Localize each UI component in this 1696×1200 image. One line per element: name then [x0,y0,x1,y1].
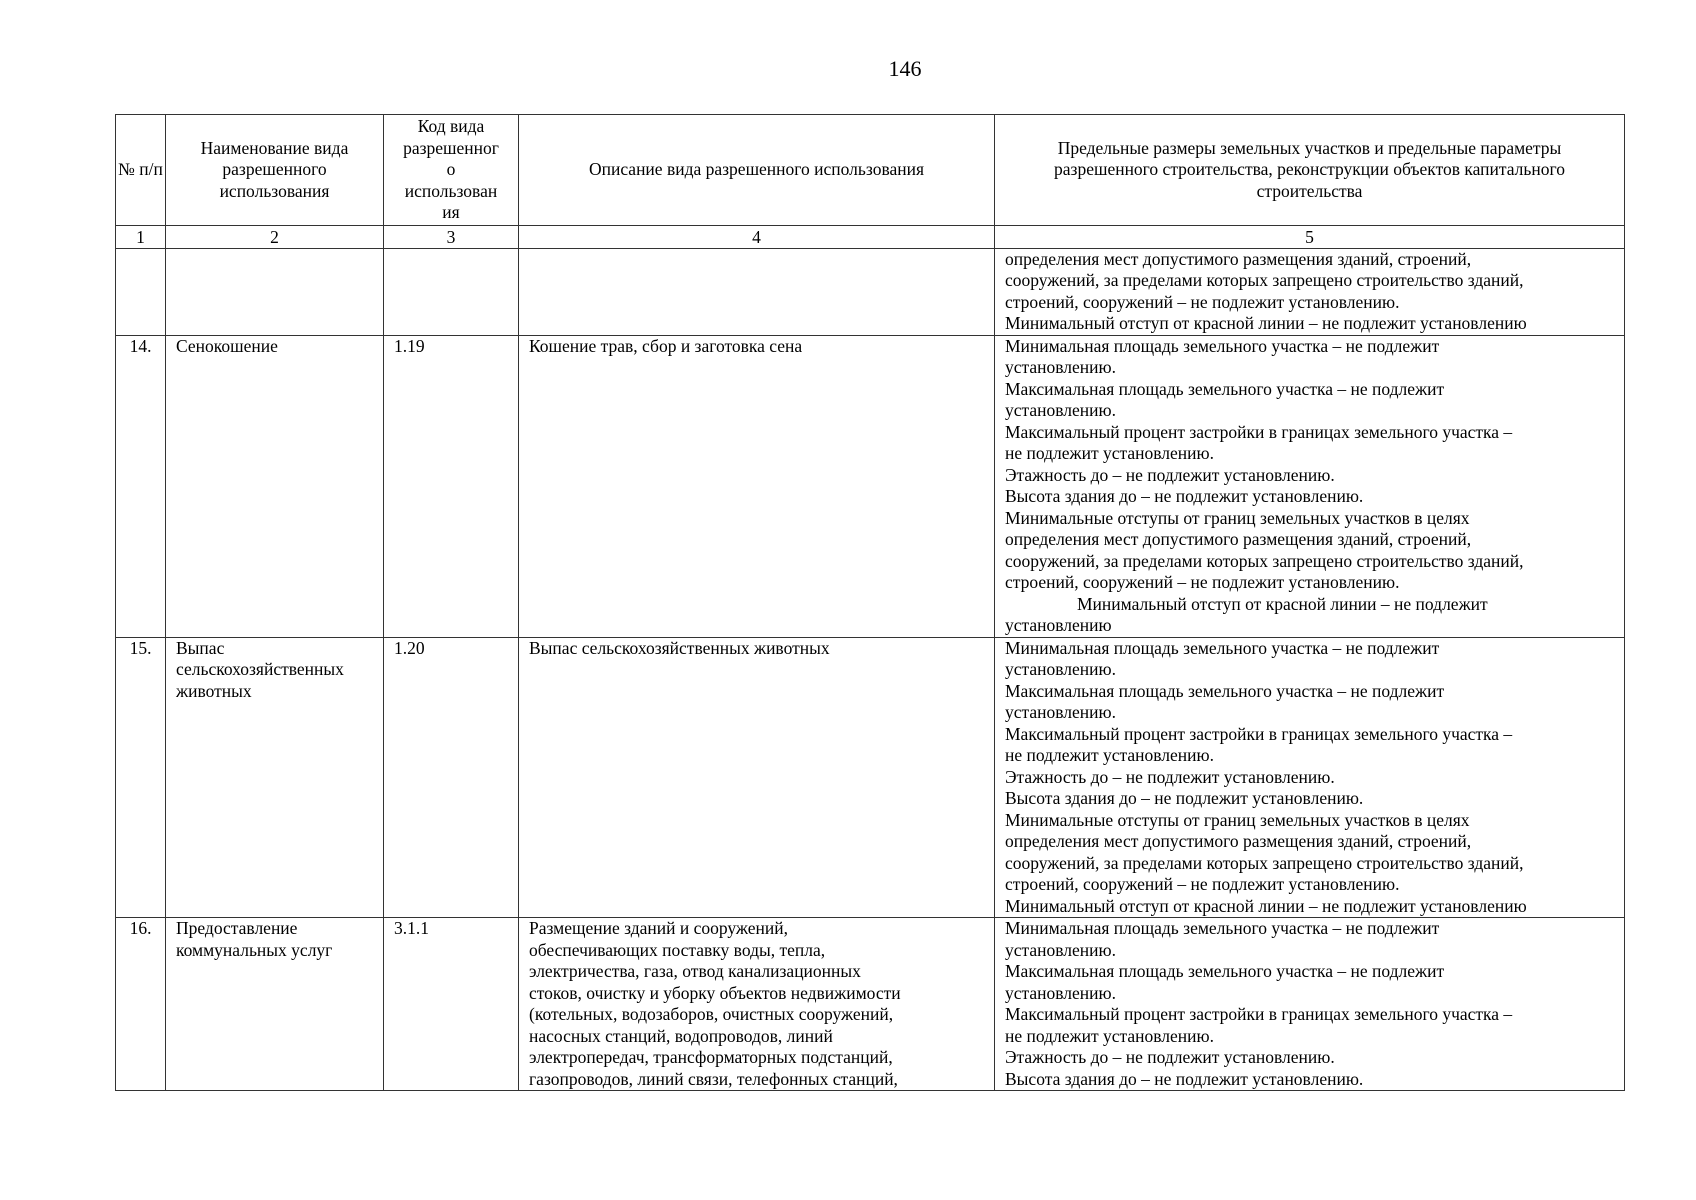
column-number: 1 [116,225,166,248]
use-name-line: Выпас [176,637,225,658]
column-number: 5 [995,225,1625,248]
column-number: 3 [384,225,519,248]
parameter-line: Максимальная площадь земельного участка – не подлежит [1005,961,1445,981]
header-use-description: Описание вида разрешенного использования [519,115,995,226]
cell-use-code [384,248,519,335]
header-number: № п/п [116,115,166,226]
parameter-line: Этажность до – не подлежит установлению. [1005,766,1335,787]
header-use-name: Наименование вида разрешенного использования [166,115,384,226]
cell-use-code: 3.1.1 [384,918,519,1091]
cell-use-name [166,918,384,1091]
parameter-line: Высота здания до – не подлежит установлению. [1005,1068,1364,1089]
parameter-line: Максимальный процент застройки в границах земельного участка – [1005,723,1513,744]
cell-description [519,248,995,335]
table-header-row [116,115,1625,226]
table-row-16 [116,918,1625,1091]
parameter-line: сооружений, за пределами которых запрещено строительство зданий, [1005,550,1524,571]
use-name-line: коммунальных услуг [176,939,333,960]
parameter-line: строений, сооружений – не подлежит установлению. [1005,874,1400,894]
header-code-line: ия [442,202,460,222]
parameter-line: Максимальный процент застройки в границах земельного участка – [1005,421,1513,442]
column-number: 4 [519,225,995,248]
parameter-line: не подлежит установлению. [1005,1025,1214,1046]
parameter-line: Максимальная площадь земельного участка – не подлежит [1005,680,1445,701]
description-line: стоков, очистку и уборку объектов недвижимости [529,982,901,1003]
parameter-line: установлению. [1005,939,1116,960]
land-use-regulations-table [115,114,1625,1091]
parameter-line: Максимальный процент застройки в границах земельного участка – [1005,1004,1513,1024]
description-line: Кошение трав, сбор и заготовка сена [529,335,803,356]
description-line: газопроводов, линий связи, телефонных станций, [529,1068,898,1089]
description-line: обеспечивающих поставку воды, тепла, [529,939,826,960]
description-line: насосных станций, водопроводов, линий [529,1025,833,1046]
parameter-line: Максимальная площадь земельного участка – не подлежит [1005,378,1445,399]
header-code-line: разрешенног [403,137,499,158]
cell-number: 16. [116,918,166,1091]
cell-parameters [995,637,1625,918]
parameter-line: сооружений, за пределами которых запрещено строительство зданий, [1005,270,1524,290]
header-code-line: использован [404,180,498,201]
parameter-line: строений, сооружений – не подлежит установлению. [1005,572,1400,592]
description-line: электричества, газа, отвод канализационных [529,961,861,981]
parameter-line: установлению. [1005,357,1116,377]
parameter-line: Минимальная площадь земельного участка – не подлежит [1005,918,1440,938]
description-line: Размещение зданий и сооружений, [529,918,789,938]
parameter-line: установлению. [1005,659,1116,679]
parameter-line: Минимальный отступ от красной линии – не подлежит установлению [1005,313,1527,333]
parameter-line: установлению. [1005,400,1116,420]
use-name-line: животных [176,680,252,701]
column-number-row [116,225,1625,248]
parameter-line: установлению [1005,615,1112,635]
cell-number: 15. [116,637,166,918]
header-code-line: Код вида [417,116,485,136]
parameter-line: Минимальная площадь земельного участка – не подлежит [1005,637,1440,658]
cell-parameters [995,248,1625,335]
header-limit-parameters: Предельные размеры земельных участков и предельные параметры разрешенного строительства, реконструкции объектов капитального строительства [995,115,1625,226]
parameter-line: не подлежит установлению. [1005,443,1214,463]
description-line: электропередач, трансформаторных подстанций, [529,1047,893,1067]
use-name-line: Сенокошение [176,335,278,356]
cell-use-name [166,637,384,918]
parameter-line: определения мест допустимого размещения зданий, строений, [1005,248,1472,269]
header-code-line: о [446,159,456,179]
parameter-line: Этажность до – не подлежит установлению. [1005,464,1335,485]
cell-number: 14. [116,335,166,637]
parameter-line: Минимальные отступы от границ земельных участков в целях [1005,809,1470,830]
parameter-line: Минимальная площадь земельного участка – не подлежит [1005,335,1440,356]
cell-description [519,918,995,1091]
cell-parameters [995,335,1625,637]
description-line: (котельных, водозаборов, очистных сооружений, [529,1004,894,1024]
cell-use-name [166,335,384,637]
parameter-line: определения мест допустимого размещения зданий, строений, [1005,831,1472,851]
header-use-code [384,115,519,226]
parameter-line: установлению. [1005,702,1116,722]
parameter-line: Минимальный отступ от красной линии – не подлежит установлению [1005,895,1527,916]
parameter-line: Высота здания до – не подлежит установлению. [1005,486,1364,506]
cell-use-code: 1.19 [384,335,519,637]
parameter-line: установлению. [1005,982,1116,1003]
parameter-line: Минимальный отступ от красной линии – не подлежит [1077,593,1488,614]
parameter-line: Этажность до – не подлежит установлению. [1005,1047,1335,1067]
use-name-line: сельскохозяйственных [176,659,344,679]
parameter-line: сооружений, за пределами которых запрещено строительство зданий, [1005,852,1524,873]
cell-use-code: 1.20 [384,637,519,918]
column-number: 2 [166,225,384,248]
parameter-line: Высота здания до – не подлежит установлению. [1005,788,1364,808]
table-row-14 [116,335,1625,637]
table-row-15 [116,637,1625,918]
cell-use-name [166,248,384,335]
parameter-line: определения мест допустимого размещения зданий, строений, [1005,529,1472,549]
cell-description [519,637,995,918]
cell-number [116,248,166,335]
cell-parameters [995,918,1625,1091]
use-name-line: Предоставление [176,918,298,938]
cell-description [519,335,995,637]
parameter-line: Минимальные отступы от границ земельных участков в целях [1005,507,1470,528]
parameter-line: не подлежит установлению. [1005,745,1214,765]
parameter-line: строений, сооружений – не подлежит установлению. [1005,291,1400,312]
continuation-row [116,248,1625,335]
page-number: 146 [888,56,922,81]
description-line: Выпас сельскохозяйственных животных [529,637,830,658]
